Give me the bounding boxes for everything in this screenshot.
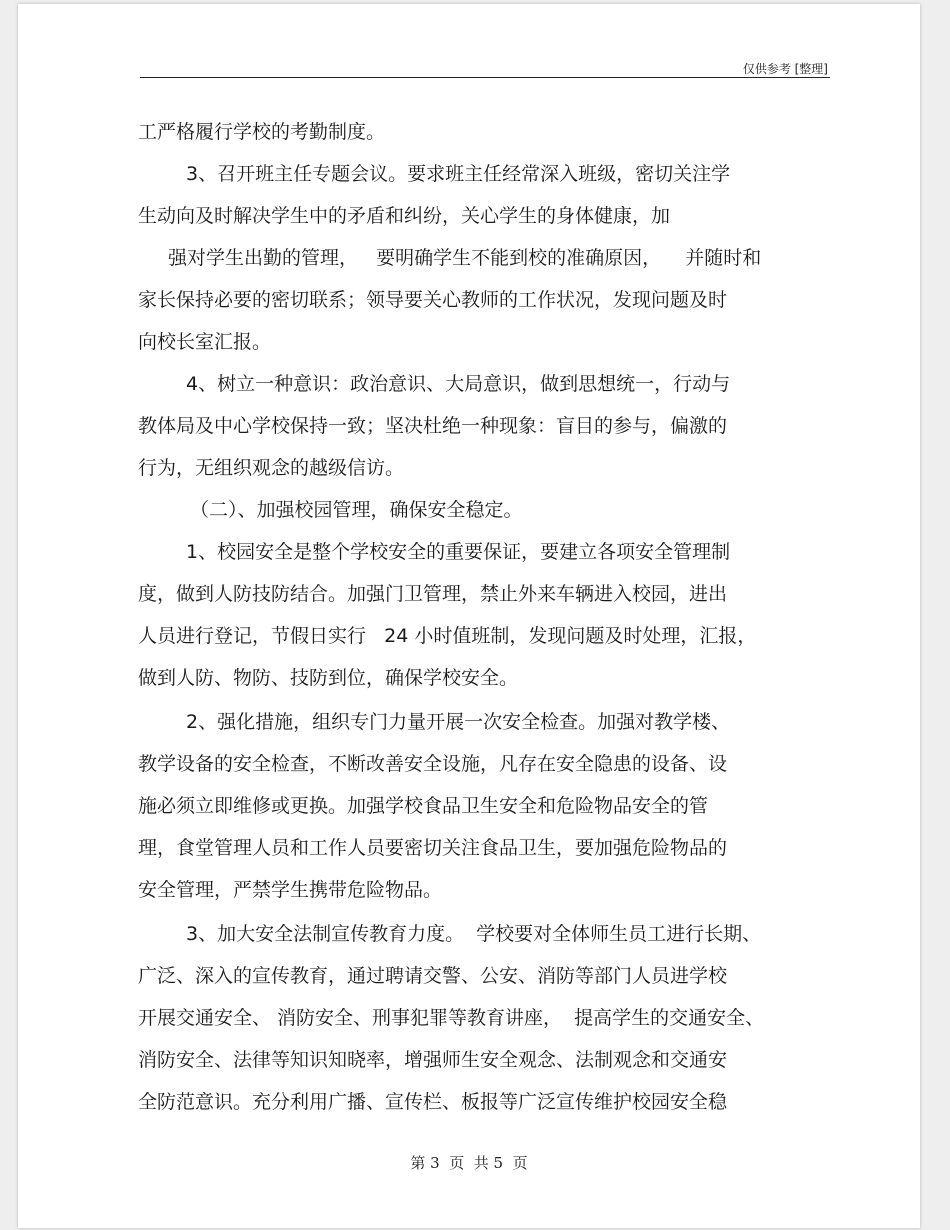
header-rule	[140, 77, 830, 78]
body-line: 施必须立即维修或更换。加强学校食品卫生安全和危险物品安全的管	[138, 795, 709, 817]
body-line: 广泛、深入的宣传教育，通过聘请交警、公安、消防等部门人员进学校	[138, 965, 728, 987]
body-line: 消防安全、法律等知识知晓率，增强师生安全观念、法制观念和交通安	[138, 1049, 728, 1071]
body-line: 4、树立一种意识：政治意识、大局意识，做到思想统一，行动与	[186, 373, 731, 395]
page-number-footer: 第 3 页 共 5 页	[410, 1154, 528, 1172]
body-line: 理，食堂管理人员和工作人员要密切关注食品卫生，要加强危险物品的	[138, 837, 728, 859]
body-line: 人员进行登记，节假日实行 24 小时值班制，发现问题及时处理，汇报，	[138, 625, 757, 647]
section-heading: （二）、加强校园管理，确保安全稳定。	[190, 499, 523, 521]
body-line: 安全管理，严禁学生携带危险物品。	[138, 879, 443, 901]
body-line: 教体局及中心学校保持一致；坚决杜绝一种现象：盲目的参与，偏激的	[138, 415, 728, 437]
body-line: 生动向及时解决学生中的矛盾和纠纷，关心学生的身体健康，加	[138, 205, 671, 227]
body-line: 做到人防、物防、技防到位，确保学校安全。	[138, 667, 519, 689]
body-line: 家长保持必要的密切联系；领导要关心教师的工作状况，发现问题及时	[138, 289, 728, 311]
body-line: 度，做到人防技防结合。加强门卫管理，禁止外来车辆进入校园，进出	[138, 583, 728, 605]
body-line: 2、强化措施，组织专门力量开展一次安全检查。加强对教学楼、	[186, 711, 731, 733]
body-line: 1、校园安全是整个学校安全的重要保证，要建立各项安全管理制	[186, 541, 731, 563]
body-line: 向校长室汇报。	[138, 331, 272, 353]
header-note: 仅供参考 [整理]	[742, 62, 828, 76]
body-line: 全防范意识。充分利用广播、宣传栏、板报等广泛宣传维护校园安全稳	[138, 1091, 728, 1113]
body-line: 开展交通安全、 消防安全、刑事犯罪等教育讲座， 提高学生的交通安全、	[138, 1007, 765, 1029]
body-line: 3、加大安全法制宣传教育力度。 学校要对全体师生员工进行长期、	[186, 923, 762, 945]
body-line: 行为，无组织观念的越级信访。	[138, 457, 405, 479]
body-line: 工严格履行学校的考勤制度。	[138, 121, 386, 143]
body-line: 3、召开班主任专题会议。要求班主任经常深入班级，密切关注学	[186, 163, 731, 185]
document-page	[18, 4, 920, 1228]
body-line: 教学设备的安全检查，不断改善安全设施，凡存在安全隐患的设备、设	[138, 753, 728, 775]
body-line: 强对学生出勤的管理， 要明确学生不能到校的准确原因， 并随时和	[168, 247, 762, 269]
